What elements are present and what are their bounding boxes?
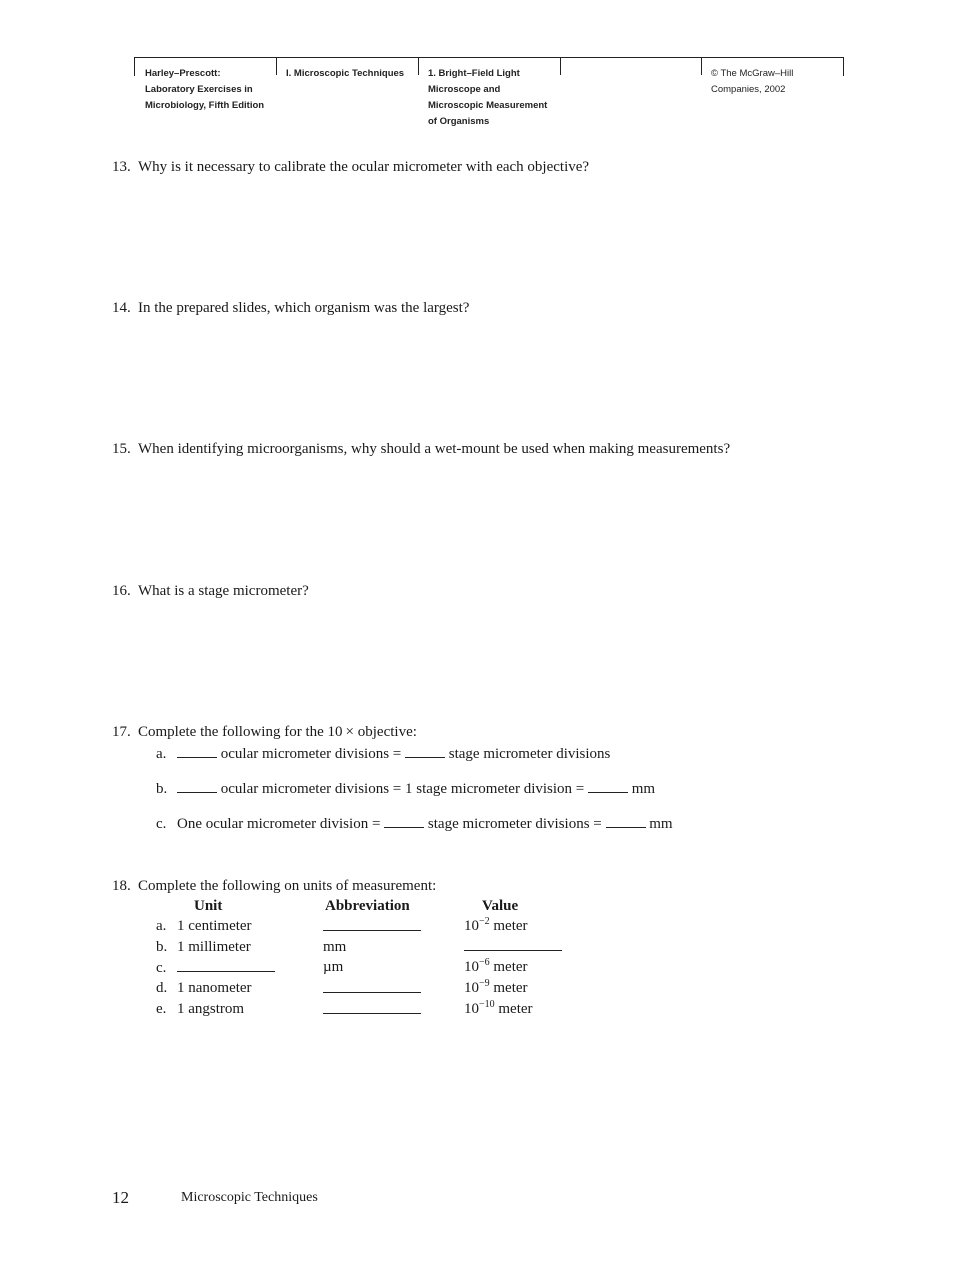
header-chapter: 1. Bright–Field Light Microscope and Microscopic Measurement of Organisms	[428, 68, 548, 127]
value-cell: $10^{-10}$ meter	[464, 999, 533, 1017]
header-divider	[276, 57, 277, 75]
abbreviation-cell	[323, 916, 421, 937]
value-cell: $10^{-2}$ meter	[464, 916, 528, 934]
answer-blank[interactable]	[606, 813, 646, 828]
question-17: 17. Complete the following for the 10 × objective:	[112, 724, 417, 740]
table-row: b. 1 millimeter	[156, 939, 251, 955]
question-16: 16. What is a stage micrometer?	[112, 583, 309, 599]
answer-blank[interactable]	[384, 813, 424, 828]
answer-blank[interactable]	[177, 743, 217, 758]
answer-blank[interactable]	[177, 778, 217, 793]
answer-blank[interactable]	[323, 999, 421, 1014]
answer-blank[interactable]	[464, 936, 562, 951]
abbreviation-cell	[323, 978, 421, 999]
question-18: 18. Complete the following on units of measurement:	[112, 878, 437, 894]
table-row: d. 1 nanometer	[156, 980, 252, 996]
table-header-abbreviation: Abbreviation	[325, 898, 410, 914]
header-divider	[701, 57, 702, 75]
header-part: I. Microscopic Techniques	[286, 68, 405, 79]
question-13: 13. Why is it necessary to calibrate the ocular micrometer with each objective?	[112, 159, 590, 175]
abbreviation-cell: mm	[323, 939, 347, 955]
value-cell: $10^{-9}$ meter	[464, 978, 528, 996]
value-cell: $10^{-6}$ meter	[464, 957, 528, 975]
table-row: e. 1 angstrom	[156, 1001, 245, 1017]
question-14: 14. In the prepared slides, which organism was the largest?	[112, 300, 470, 316]
table-row: c.	[156, 957, 275, 978]
table-header-unit: Unit	[194, 898, 223, 914]
answer-blank[interactable]	[323, 978, 421, 993]
footer-section-title: Microscopic Techniques	[181, 1190, 318, 1205]
header-copyright: © The McGraw–Hill Companies, 2002	[711, 68, 794, 95]
q17-item-c: c. One ocular micrometer division = stage micrometer divisions = mm	[156, 813, 673, 834]
header-divider	[560, 57, 561, 75]
header-divider	[418, 57, 419, 75]
question-15: 15. When identifying microorganisms, why should a wet-mount be used when making measurements?	[112, 441, 731, 457]
abbreviation-cell: µm	[323, 959, 344, 975]
value-cell	[464, 936, 562, 957]
table-header-value: Value	[482, 898, 519, 914]
abbreviation-cell	[323, 999, 421, 1020]
answer-blank[interactable]	[323, 916, 421, 931]
table-row: a. 1 centimeter	[156, 918, 252, 934]
q17-item-a: a. ocular micrometer divisions = stage micrometer divisions	[156, 743, 610, 764]
q17-item-b: b. ocular micrometer divisions = 1 stage micrometer division = mm	[156, 778, 655, 799]
answer-blank[interactable]	[588, 778, 628, 793]
answer-blank[interactable]	[405, 743, 445, 758]
answer-blank[interactable]	[177, 957, 275, 972]
page-number: 12	[112, 1188, 129, 1207]
header-book-title: Harley–Prescott: Laboratory Exercises in Microbiology, Fifth Edition	[145, 68, 265, 111]
